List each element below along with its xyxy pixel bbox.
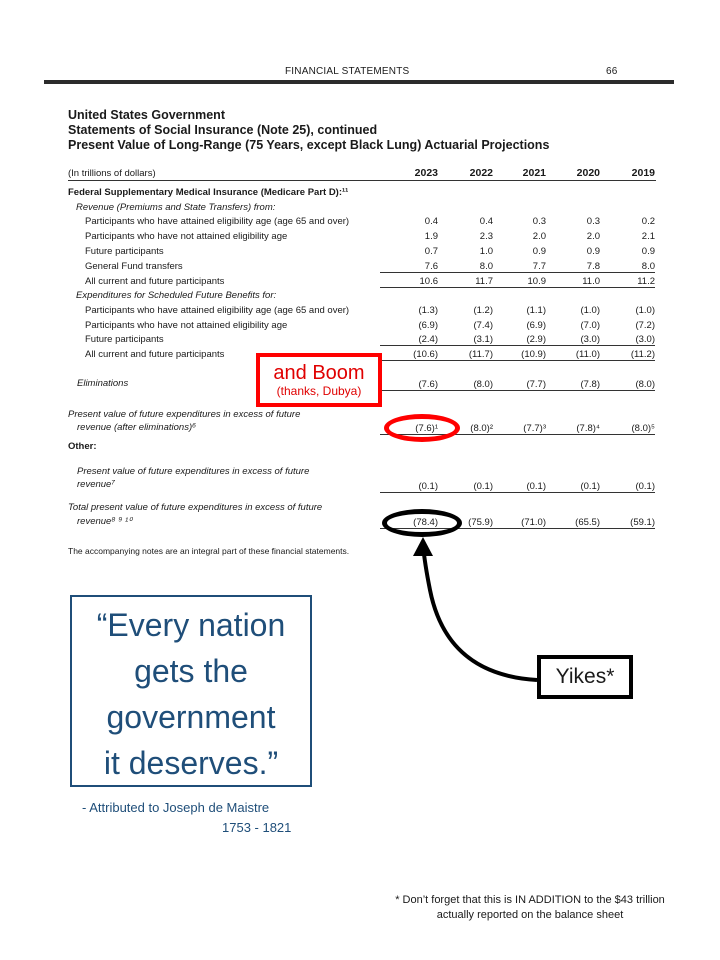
table-cell: 11.0 bbox=[542, 276, 600, 288]
table-cell: (3.1) bbox=[435, 334, 493, 346]
yikes-callout: Yikes* bbox=[537, 655, 633, 699]
eliminations-cell: (8.0) bbox=[435, 379, 493, 391]
table-cell: (6.9) bbox=[418, 320, 438, 331]
total-pv-cell: (59.1) bbox=[597, 517, 655, 529]
table-cell: (1.2) bbox=[473, 305, 493, 316]
row-label: Revenue (Premiums and State Transfers) from: bbox=[76, 202, 276, 213]
table-cell: 11.2 bbox=[597, 276, 655, 288]
pv-after-elim-label-1: Present value of future expenditures in excess of future bbox=[68, 409, 301, 420]
boom-callout-subtext: (thanks, Dubya) bbox=[276, 384, 362, 398]
other-pv-label-2: revenue⁷ bbox=[77, 479, 115, 490]
year-header: 2019 bbox=[631, 167, 655, 179]
year-header: 2023 bbox=[414, 167, 438, 179]
statement-note: The accompanying notes are an integral part of these financial statements. bbox=[68, 546, 350, 556]
table-cell: 2.0 bbox=[586, 231, 600, 242]
arrow-head-icon bbox=[413, 537, 433, 556]
table-cell: (7.2) bbox=[635, 320, 655, 331]
table-cell: 0.4 bbox=[424, 216, 438, 227]
row-label: Participants who have not attained eligibility age bbox=[85, 320, 288, 331]
quote-line: gets the bbox=[134, 653, 248, 689]
table-cell: 0.4 bbox=[479, 216, 493, 227]
table-cell: 0.9 bbox=[532, 246, 546, 257]
row-label: Future participants bbox=[85, 246, 164, 257]
other-pv-cell: (0.1) bbox=[597, 481, 655, 493]
quote-dates: 1753 - 1821 bbox=[222, 820, 292, 835]
table-cell: 0.9 bbox=[641, 246, 655, 257]
footnote: * Don’t forget that this is IN ADDITION to the $43 trillion actually reported on the balance sheet bbox=[395, 894, 665, 921]
pv-after-elim-cell: (8.0)⁵ bbox=[597, 423, 655, 435]
table-cell: (11.0) bbox=[542, 349, 600, 361]
table-cell: (7.4) bbox=[473, 320, 493, 331]
other-pv-cell: (0.1) bbox=[542, 481, 600, 493]
table-cell: (1.0) bbox=[635, 305, 655, 316]
pv-after-elim-cell: (7.6)¹ bbox=[380, 423, 438, 435]
pv-after-elim-label-2: revenue (after eliminations)⁶ bbox=[77, 422, 197, 433]
page-number: 66 bbox=[606, 66, 618, 77]
table-cell: 2.0 bbox=[532, 231, 546, 242]
table-cell: (2.9) bbox=[488, 334, 546, 346]
year-header: 2021 bbox=[522, 167, 546, 179]
units-label: (In trillions of dollars) bbox=[68, 168, 156, 179]
eliminations-cell: (7.8) bbox=[542, 379, 600, 391]
table-cell: 0.7 bbox=[424, 246, 438, 257]
total-pv-cell: (65.5) bbox=[542, 517, 600, 529]
table-cell: 1.0 bbox=[479, 246, 493, 257]
quote-attribution: - Attributed to Joseph de Maistre bbox=[82, 800, 270, 815]
table-cell: (2.4) bbox=[380, 334, 438, 346]
table-cell: 0.3 bbox=[532, 216, 546, 227]
eliminations-cell: (7.7) bbox=[488, 379, 546, 391]
table-cell: (10.6) bbox=[380, 349, 438, 361]
total-pv-cell: (75.9) bbox=[435, 517, 493, 529]
eliminations-label: Eliminations bbox=[77, 378, 129, 389]
section-header: FINANCIAL STATEMENTS bbox=[285, 66, 410, 77]
table-cell: 7.6 bbox=[380, 261, 438, 273]
eliminations-cell: (7.6) bbox=[380, 379, 438, 391]
row-label: Federal Supplementary Medical Insurance (Medicare Part D):¹¹ bbox=[68, 187, 349, 198]
table-cell: (10.9) bbox=[488, 349, 546, 361]
table-cell: (11.7) bbox=[435, 349, 493, 361]
table-cell: 1.9 bbox=[424, 231, 438, 242]
table-cell: 0.3 bbox=[586, 216, 600, 227]
pv-after-elim-cell: (8.0)² bbox=[435, 423, 493, 435]
total-pv-cell: (71.0) bbox=[488, 517, 546, 529]
row-label: Expenditures for Scheduled Future Benefits for: bbox=[76, 290, 277, 301]
eliminations-cell: (8.0) bbox=[597, 379, 655, 391]
title-present-value: Present Value of Long-Range (75 Years, except Black Lung) Actuarial Projections bbox=[68, 138, 550, 152]
total-pv-label-1: Total present value of future expenditures in excess of future bbox=[68, 502, 323, 513]
boom-callout-text: and Boom bbox=[273, 362, 365, 384]
table-cell: 10.9 bbox=[488, 276, 546, 288]
row-label: Participants who have attained eligibility age (age 65 and over) bbox=[85, 216, 350, 227]
other-label: Other: bbox=[68, 441, 97, 452]
table-cell: 2.1 bbox=[641, 231, 655, 242]
table-cell: 8.0 bbox=[597, 261, 655, 273]
row-label: General Fund transfers bbox=[85, 261, 183, 272]
table-cell: 0.2 bbox=[641, 216, 655, 227]
quote-line: “Every nation bbox=[96, 607, 286, 643]
quote-line: government bbox=[106, 699, 276, 735]
other-pv-cell: (0.1) bbox=[488, 481, 546, 493]
title-government: United States Government bbox=[68, 108, 225, 122]
table-cell: (1.3) bbox=[418, 305, 438, 316]
row-label: Future participants bbox=[85, 334, 164, 345]
other-pv-label-1: Present value of future expenditures in excess of future bbox=[77, 466, 310, 477]
other-pv-cell: (0.1) bbox=[380, 481, 438, 493]
title-statement: Statements of Social Insurance (Note 25), continued bbox=[68, 123, 378, 137]
year-header: 2020 bbox=[576, 167, 600, 179]
row-label: All current and future participants bbox=[85, 276, 225, 287]
table-cell: 7.8 bbox=[542, 261, 600, 273]
year-header: 2022 bbox=[469, 167, 493, 179]
table-cell: (7.0) bbox=[580, 320, 600, 331]
table-cell: (11.2) bbox=[597, 349, 655, 361]
table-cell: 2.3 bbox=[479, 231, 493, 242]
table-cell: (1.0) bbox=[580, 305, 600, 316]
table-cell: 11.7 bbox=[435, 276, 493, 288]
table-cell: (6.9) bbox=[526, 320, 546, 331]
pv-after-elim-cell: (7.7)³ bbox=[488, 423, 546, 435]
table-cell: 8.0 bbox=[435, 261, 493, 273]
table-cell: 0.9 bbox=[586, 246, 600, 257]
quote-text bbox=[70, 602, 312, 786]
table-cell: (1.1) bbox=[526, 305, 546, 316]
pv-after-elim-cell: (7.8)⁴ bbox=[542, 423, 600, 435]
table-cell: (3.0) bbox=[597, 334, 655, 346]
row-label: All current and future participants bbox=[85, 349, 225, 360]
total-pv-label-2: revenue⁸ ⁹ ¹⁰ bbox=[77, 516, 132, 527]
row-label: Participants who have attained eligibility age (age 65 and over) bbox=[85, 305, 350, 316]
table-cell: (3.0) bbox=[542, 334, 600, 346]
row-label: Participants who have not attained eligibility age bbox=[85, 231, 288, 242]
quote-line: it deserves.” bbox=[103, 745, 279, 781]
other-pv-cell: (0.1) bbox=[435, 481, 493, 493]
table-cell: 7.7 bbox=[488, 261, 546, 273]
total-pv-cell: (78.4) bbox=[380, 517, 438, 529]
table-cell: 10.6 bbox=[380, 276, 438, 288]
